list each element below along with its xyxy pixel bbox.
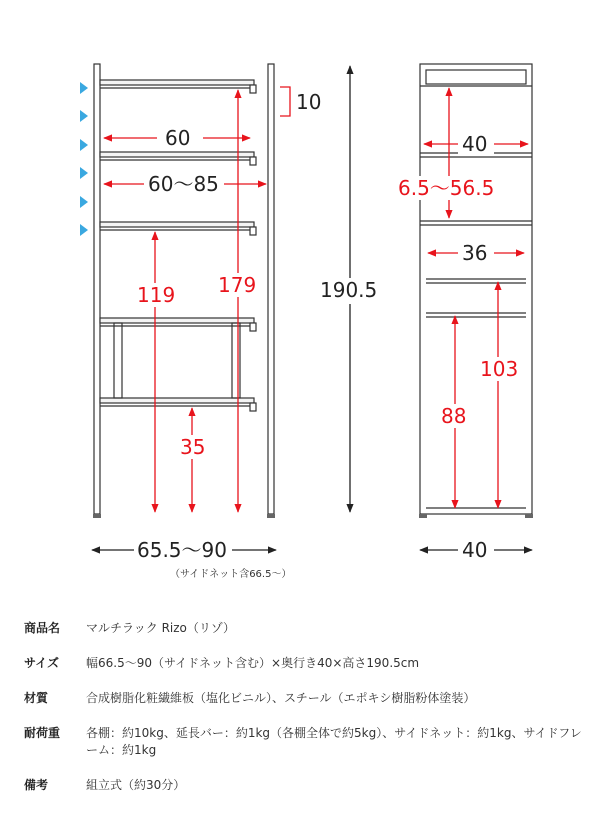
left-post — [94, 64, 100, 514]
dim-label-103: 103 — [480, 357, 519, 381]
spec-label: サイズ — [24, 656, 60, 670]
spec-row-load — [0, 725, 600, 759]
spec-value: 合成樹脂化粧繊維板（塩化ビニル）、スチール（エポキシ樹脂粉体塗装） — [86, 691, 476, 705]
side-frame-right — [232, 323, 240, 398]
right-foot — [267, 514, 275, 518]
shelf-5 — [100, 398, 254, 403]
total-height-dimension — [318, 66, 382, 512]
marker-triangle-icon — [80, 110, 88, 122]
dim-label-179: 179 — [218, 273, 257, 297]
spec-label: 材質 — [24, 691, 49, 705]
spec-row-name — [0, 620, 600, 637]
front-dimension-labels — [134, 90, 321, 459]
right-post — [268, 64, 274, 514]
spec-label: 商品名 — [24, 621, 61, 635]
spec-label: 備考 — [24, 778, 49, 792]
spec-value: 各棚：約10kg、延長バー：約1kg（各棚全体で約5kg）、サイドネット：約1kg、サイドフレーム：約1kg — [86, 726, 582, 757]
shelf-2 — [100, 152, 254, 157]
bottom-width-dimension — [92, 538, 291, 580]
dim-label-6-5-56-5: 6.5〜56.5 — [398, 176, 495, 200]
dim-label-60-85: 60〜85 — [148, 172, 219, 196]
marker-triangle-icon — [80, 224, 88, 236]
dim-label-10: 10 — [296, 90, 322, 114]
spec-value: 幅66.5〜90（サイドネット含む）×奥行き40×高さ190.5cm — [86, 656, 420, 670]
spec-row-size — [0, 655, 600, 672]
spec-row-material — [0, 690, 600, 707]
spec-row-notes — [0, 777, 600, 794]
marker-triangle-icon — [80, 82, 88, 94]
left-foot — [93, 514, 101, 518]
shelf-1 — [100, 80, 254, 85]
dim-note-side-net: （サイドネット含66.5〜） — [170, 569, 292, 580]
dim-label-190-5: 190.5 — [320, 278, 378, 302]
side-frame-left — [114, 323, 122, 398]
dim-label-119: 119 — [137, 283, 176, 307]
marker-triangle-icon — [80, 167, 88, 179]
spec-value: マルチラック Rizo（リゾ） — [86, 621, 236, 635]
dim-label-65-5-90: 65.5〜90 — [137, 538, 227, 562]
dim-label-36: 36 — [462, 241, 488, 265]
dim-label-88: 88 — [441, 404, 467, 428]
spec-table — [0, 620, 600, 794]
dim-label-60: 60 — [165, 126, 191, 150]
shelf-3 — [100, 222, 254, 227]
dim-label-40: 40 — [462, 132, 488, 156]
dim-label-40-bottom: 40 — [462, 538, 488, 562]
shelf-position-markers — [80, 82, 88, 236]
bracket-10 — [280, 87, 290, 116]
spec-value: 組立式（約30分） — [86, 778, 186, 792]
shelf-4 — [100, 318, 254, 323]
marker-triangle-icon — [80, 196, 88, 208]
side-bottom-depth-dimension — [420, 538, 532, 562]
spec-label: 耐荷重 — [24, 726, 61, 740]
dim-label-35: 35 — [180, 435, 206, 459]
marker-triangle-icon — [80, 139, 88, 151]
